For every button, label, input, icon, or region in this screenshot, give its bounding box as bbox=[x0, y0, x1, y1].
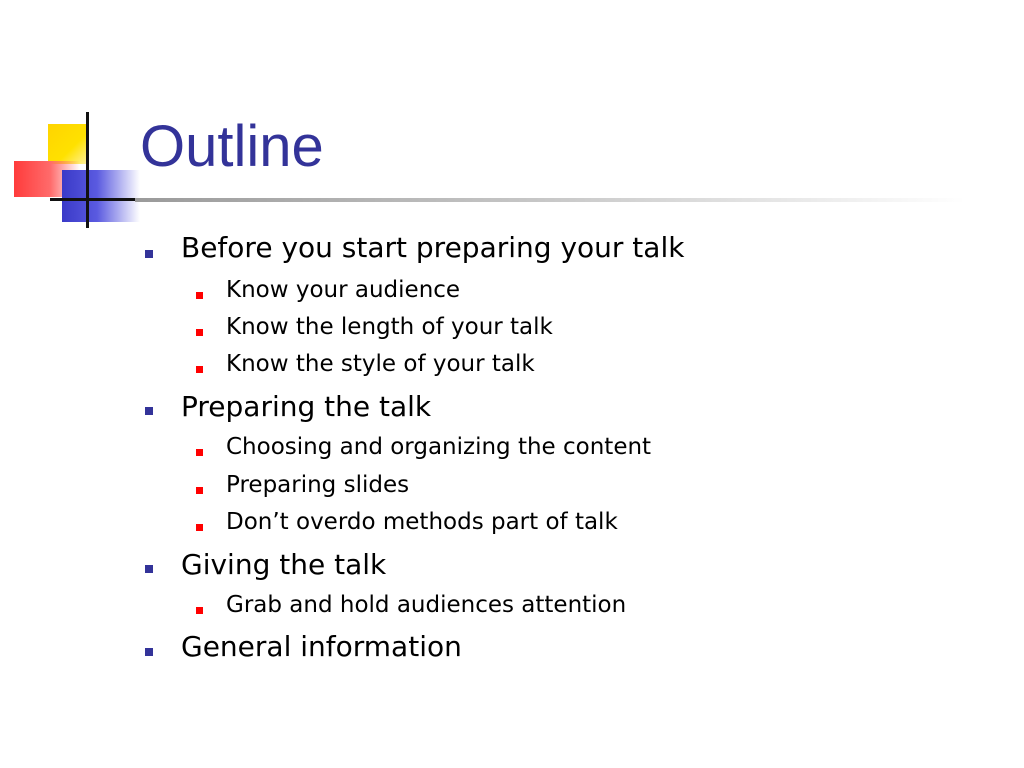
title-underline bbox=[135, 198, 965, 202]
slide-title: Outline bbox=[140, 114, 324, 179]
logo-horizontal-line bbox=[50, 198, 135, 201]
sub-bullet-item: Know the length of your talk bbox=[226, 314, 553, 340]
sub-bullet-item: Don’t overdo methods part of talk bbox=[226, 509, 618, 535]
blue-square-decoration bbox=[62, 170, 140, 222]
bullet-marker-icon bbox=[145, 250, 153, 258]
bullet-item: Giving the talk bbox=[181, 548, 387, 581]
logo-decoration bbox=[0, 0, 150, 240]
sub-bullet-item: Choosing and organizing the content bbox=[226, 434, 652, 460]
sub-bullet-item: Know the style of your talk bbox=[226, 351, 535, 377]
bullet-marker-icon bbox=[145, 565, 153, 573]
bullet-item: Preparing the talk bbox=[181, 390, 432, 423]
bullet-marker-icon bbox=[145, 648, 153, 656]
sub-bullet-marker-icon bbox=[196, 449, 203, 456]
sub-bullet-item: Preparing slides bbox=[226, 472, 410, 498]
bullet-item: General information bbox=[181, 630, 462, 663]
sub-bullet-item: Know your audience bbox=[226, 277, 461, 303]
yellow-square-decoration bbox=[48, 124, 88, 164]
sub-bullet-marker-icon bbox=[196, 292, 203, 299]
bullet-marker-icon bbox=[145, 407, 153, 415]
bullet-item: Before you start preparing your talk bbox=[181, 231, 685, 264]
sub-bullet-marker-icon bbox=[196, 487, 203, 494]
sub-bullet-marker-icon bbox=[196, 329, 203, 336]
logo-vertical-line bbox=[86, 112, 89, 228]
sub-bullet-item: Grab and hold audiences attention bbox=[226, 592, 627, 618]
sub-bullet-marker-icon bbox=[196, 607, 203, 614]
sub-bullet-marker-icon bbox=[196, 366, 203, 373]
sub-bullet-marker-icon bbox=[196, 524, 203, 531]
